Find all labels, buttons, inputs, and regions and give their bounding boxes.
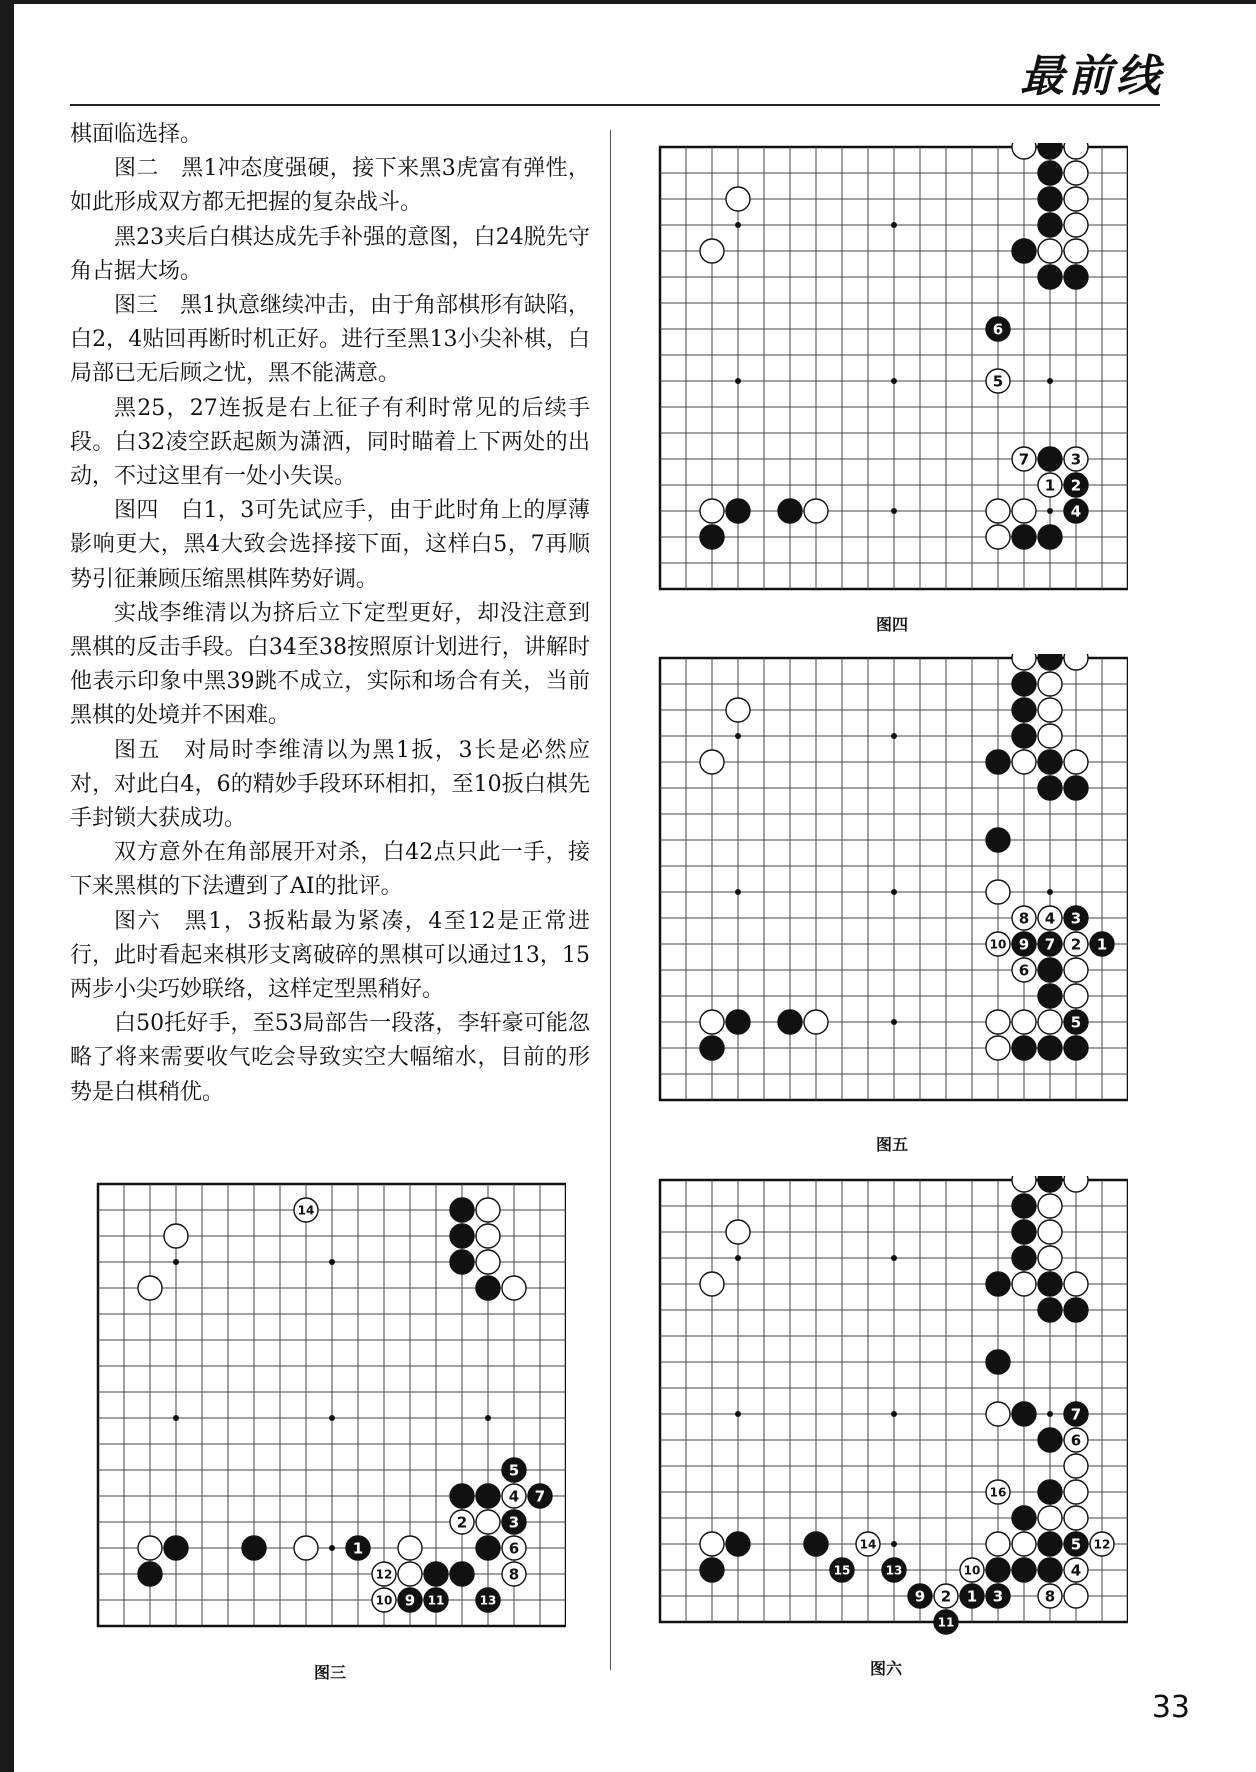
black-stone: [726, 499, 750, 523]
go-board-fig4: [656, 143, 1128, 605]
white-stone: [294, 1536, 318, 1560]
star-point: [1047, 1411, 1053, 1417]
black-stone: [476, 1276, 500, 1300]
move-number: 8: [508, 1565, 520, 1584]
move-number: 1: [1044, 476, 1056, 495]
white-stone: [1064, 1454, 1088, 1478]
white-stone: [1064, 1480, 1088, 1504]
move-number: 9: [914, 1587, 926, 1606]
star-point: [735, 889, 741, 895]
black-stone: [1038, 1272, 1062, 1296]
paragraph: 白50托好手，至53局部告一段落，李轩豪可能忽略了将来需要收气吃会导致实空大幅缩水，目前的形势是白棋稍优。: [70, 1011, 590, 1105]
move-number: 13: [885, 1563, 903, 1578]
black-stone: [1064, 776, 1088, 800]
move-number: 13: [479, 1593, 497, 1608]
black-stone: [1038, 1558, 1062, 1582]
move-number: 7: [534, 1487, 546, 1506]
paragraph: 黑25，27连扳是右上征子有利时常见的后续手段。白32凌空跃起颇为潇洒，同时瞄着上下两处的出动，不过这里有一处小失误。: [70, 395, 590, 490]
star-point: [891, 378, 897, 384]
white-stone: [476, 1224, 500, 1248]
star-point: [173, 1259, 179, 1265]
black-stone: [1038, 1036, 1062, 1060]
white-stone: [700, 1272, 724, 1296]
black-stone: [450, 1250, 474, 1274]
white-stone: [986, 1402, 1010, 1426]
star-point: [735, 1411, 741, 1417]
white-stone: [1064, 187, 1088, 211]
star-point: [891, 1541, 897, 1547]
black-stone: [1038, 1532, 1062, 1556]
page-number: 33: [1151, 1690, 1190, 1725]
white-stone: [1064, 750, 1088, 774]
black-stone: [1038, 958, 1062, 982]
figure-caption-fig5: 图五: [875, 1135, 908, 1154]
white-stone: [1012, 1272, 1036, 1296]
move-number: 7: [1070, 1405, 1082, 1424]
white-stone: [1038, 1220, 1062, 1244]
white-stone: [1038, 724, 1062, 748]
black-stone: [1012, 525, 1036, 549]
star-point: [891, 889, 897, 895]
white-stone: [726, 187, 750, 211]
move-number: 9: [1018, 935, 1030, 954]
white-stone: [700, 750, 724, 774]
star-point: [891, 1255, 897, 1261]
figure-caption-fig4: 图四: [875, 615, 908, 634]
star-point: [1047, 889, 1053, 895]
black-stone: [986, 828, 1010, 852]
white-stone: [1064, 1506, 1088, 1530]
white-stone: [1012, 750, 1036, 774]
move-number: 2: [1070, 476, 1082, 495]
white-stone: [138, 1276, 162, 1300]
move-number: 4: [1044, 909, 1056, 928]
move-number: 4: [508, 1487, 520, 1506]
star-point: [735, 733, 741, 739]
go-board-fig3: [94, 1180, 566, 1642]
black-stone: [804, 1532, 828, 1556]
black-stone: [1064, 1298, 1088, 1322]
black-stone: [1012, 1558, 1036, 1582]
move-number: 14: [859, 1537, 877, 1552]
black-stone: [1012, 1036, 1036, 1060]
move-number: 4: [1070, 1561, 1082, 1580]
black-stone: [700, 525, 724, 549]
black-stone: [1038, 750, 1062, 774]
black-stone: [138, 1562, 162, 1586]
black-stone: [450, 1224, 474, 1248]
white-stone: [700, 499, 724, 523]
white-stone: [1038, 698, 1062, 722]
go-board-fig6: [656, 1176, 1128, 1666]
white-stone: [726, 698, 750, 722]
paragraph: 图四 白1，3可先试应手，由于此时角上的厚薄影响更大，黑4大致会选择接下面，这样白5，7再顺势引征兼顾压缩黑棋阵势好调。: [70, 498, 590, 592]
move-number: 10: [989, 937, 1007, 952]
move-number: 5: [1070, 1013, 1082, 1032]
move-number: 1: [1096, 935, 1108, 954]
move-number: 8: [1044, 1587, 1056, 1606]
white-stone: [1064, 161, 1088, 185]
black-stone: [1038, 187, 1062, 211]
move-number: 3: [1070, 909, 1082, 928]
white-stone: [398, 1536, 422, 1560]
move-number: 4: [1070, 502, 1082, 521]
white-stone: [502, 1276, 526, 1300]
white-stone: [726, 1220, 750, 1244]
move-number: 6: [992, 320, 1004, 339]
white-stone: [700, 1010, 724, 1034]
star-point: [891, 733, 897, 739]
black-stone: [1012, 698, 1036, 722]
go-board-fig5: [656, 654, 1128, 1116]
white-stone: [138, 1536, 162, 1560]
move-number: 3: [1070, 450, 1082, 469]
move-number: 3: [508, 1513, 520, 1532]
move-number: 7: [1044, 935, 1056, 954]
white-stone: [476, 1510, 500, 1534]
white-stone: [986, 499, 1010, 523]
black-stone: [1038, 525, 1062, 549]
paragraph: 黑23夹后白棋达成先手补强的意图，白24脱先守角占据大场。: [70, 224, 590, 284]
white-stone: [986, 1010, 1010, 1034]
move-number: 6: [1070, 1431, 1082, 1450]
black-stone: [1012, 1194, 1036, 1218]
white-stone: [986, 1532, 1010, 1556]
black-stone: [1012, 1246, 1036, 1270]
black-stone: [1038, 776, 1062, 800]
star-point: [891, 1411, 897, 1417]
black-stone: [700, 1036, 724, 1060]
star-point: [891, 222, 897, 228]
move-number: 5: [1070, 1535, 1082, 1554]
article-text: [70, 118, 590, 1110]
white-stone: [986, 880, 1010, 904]
white-stone: [1038, 1506, 1062, 1530]
move-number: 15: [833, 1563, 851, 1578]
black-stone: [726, 1532, 750, 1556]
black-stone: [700, 1558, 724, 1582]
black-stone: [1012, 1402, 1036, 1426]
move-number: 16: [989, 1485, 1007, 1500]
paragraph: 图三 黑1执意继续冲击，由于角部棋形有缺陷，白2，4贴回再断时机正好。进行至黑13小尖补棋，白局部已无后顾之忧，黑不能满意。: [70, 293, 590, 387]
white-stone: [1038, 239, 1062, 263]
white-stone: [700, 1532, 724, 1556]
white-stone: [986, 525, 1010, 549]
star-point: [485, 1415, 491, 1421]
move-number: 12: [375, 1567, 393, 1582]
black-stone: [424, 1562, 448, 1586]
go-diagram-fig6: [656, 1176, 1128, 1670]
paragraph: 图六 黑1，3扳粘最为紧凑，4至12是正常进行，此时看起来棋形支离破碎的黑棋可以通过13，15两步小尖巧妙联络，这样定型黑稍好。: [70, 908, 590, 1003]
paragraph: 棋面临选择。: [70, 122, 203, 147]
paragraph: 图二 黑1冲态度强硬，接下来黑3虎富有弹性，如此形成双方都无把握的复杂战斗。: [70, 156, 590, 216]
black-stone: [1012, 1506, 1036, 1530]
black-stone: [450, 1484, 474, 1508]
star-point: [329, 1415, 335, 1421]
white-stone: [1012, 1010, 1036, 1034]
white-stone: [164, 1224, 188, 1248]
black-stone: [1038, 1298, 1062, 1322]
star-point: [735, 1255, 741, 1261]
white-stone: [1064, 958, 1088, 982]
star-point: [735, 222, 741, 228]
move-number: 2: [940, 1587, 952, 1606]
white-stone: [476, 1250, 500, 1274]
move-number: 6: [508, 1539, 520, 1558]
black-stone: [1038, 984, 1062, 1008]
black-stone: [476, 1536, 500, 1560]
black-stone: [1038, 1480, 1062, 1504]
black-stone: [1012, 239, 1036, 263]
white-stone: [804, 1010, 828, 1034]
black-stone: [164, 1536, 188, 1560]
white-stone: [1064, 1584, 1088, 1608]
move-number: 7: [1018, 450, 1030, 469]
black-stone: [476, 1484, 500, 1508]
black-stone: [1064, 1036, 1088, 1060]
black-stone: [1012, 1220, 1036, 1244]
black-stone: [778, 499, 802, 523]
move-number: 2: [1070, 935, 1082, 954]
header-rule: [70, 104, 1160, 106]
white-stone: [1064, 984, 1088, 1008]
move-number: 11: [937, 1615, 955, 1630]
white-stone: [1064, 239, 1088, 263]
star-point: [329, 1545, 335, 1551]
black-stone: [1038, 213, 1062, 237]
go-diagram-fig4: [656, 143, 1128, 609]
move-number: 2: [456, 1513, 468, 1532]
black-stone: [1038, 265, 1062, 289]
star-point: [1047, 508, 1053, 514]
black-stone: [986, 750, 1010, 774]
black-stone: [450, 1198, 474, 1222]
move-number: 14: [297, 1203, 315, 1218]
white-stone: [1064, 213, 1088, 237]
black-stone: [1064, 265, 1088, 289]
move-number: 10: [963, 1563, 981, 1578]
star-point: [891, 508, 897, 514]
move-number: 9: [404, 1591, 416, 1610]
white-stone: [398, 1562, 422, 1586]
column-divider: [610, 130, 611, 1670]
move-number: 8: [1018, 909, 1030, 928]
move-number: 12: [1093, 1537, 1111, 1552]
go-diagram-fig3: [94, 1180, 566, 1646]
black-stone: [778, 1010, 802, 1034]
white-stone: [1012, 1532, 1036, 1556]
white-stone: [1012, 499, 1036, 523]
white-stone: [700, 239, 724, 263]
black-stone: [726, 1010, 750, 1034]
move-number: 10: [375, 1593, 393, 1608]
header-title: 最前线: [1020, 51, 1164, 102]
move-number: 11: [427, 1593, 445, 1608]
move-number: 5: [992, 372, 1004, 391]
black-stone: [986, 1272, 1010, 1296]
paragraph: 双方意外在角部展开对杀，白42点只此一手，接下来黑棋的下法遭到了AI的批评。: [70, 840, 590, 900]
move-number: 1: [352, 1539, 364, 1558]
star-point: [891, 1019, 897, 1025]
white-stone: [1038, 1194, 1062, 1218]
black-stone: [1038, 447, 1062, 471]
paragraph: 实战李维清以为挤后立下定型更好，却没注意到黑棋的反击手段。白34至38按照原计划进行，讲解时他表示印象中黑39跳不成立，实际和场合有关，当前黑棋的处境并不困难。: [70, 600, 590, 729]
move-number: 5: [508, 1461, 520, 1480]
black-stone: [986, 1558, 1010, 1582]
black-stone: [1038, 1428, 1062, 1452]
figure-caption-fig6: 图六: [869, 1659, 902, 1678]
paragraph: 图五 对局时李维清以为黑1扳，3长是必然应对，对此白4，6的精妙手段环环相扣，至10扳白棋先手封锁大获成功。: [70, 737, 590, 832]
white-stone: [986, 1036, 1010, 1060]
black-stone: [1012, 672, 1036, 696]
figure-caption-fig3: 图三: [313, 1663, 346, 1682]
star-point: [735, 378, 741, 384]
move-number: 6: [1018, 961, 1030, 980]
star-point: [329, 1259, 335, 1265]
move-number: 3: [992, 1587, 1004, 1606]
star-point: [173, 1415, 179, 1421]
black-stone: [242, 1536, 266, 1560]
white-stone: [1038, 672, 1062, 696]
white-stone: [1064, 1272, 1088, 1296]
black-stone: [450, 1562, 474, 1586]
white-stone: [804, 499, 828, 523]
star-point: [1047, 378, 1053, 384]
black-stone: [1038, 161, 1062, 185]
black-stone: [986, 1350, 1010, 1374]
white-stone: [476, 1198, 500, 1222]
white-stone: [1038, 1246, 1062, 1270]
go-diagram-fig5: [656, 654, 1128, 1120]
black-stone: [1012, 724, 1036, 748]
white-stone: [1038, 1010, 1062, 1034]
move-number: 1: [966, 1587, 978, 1606]
